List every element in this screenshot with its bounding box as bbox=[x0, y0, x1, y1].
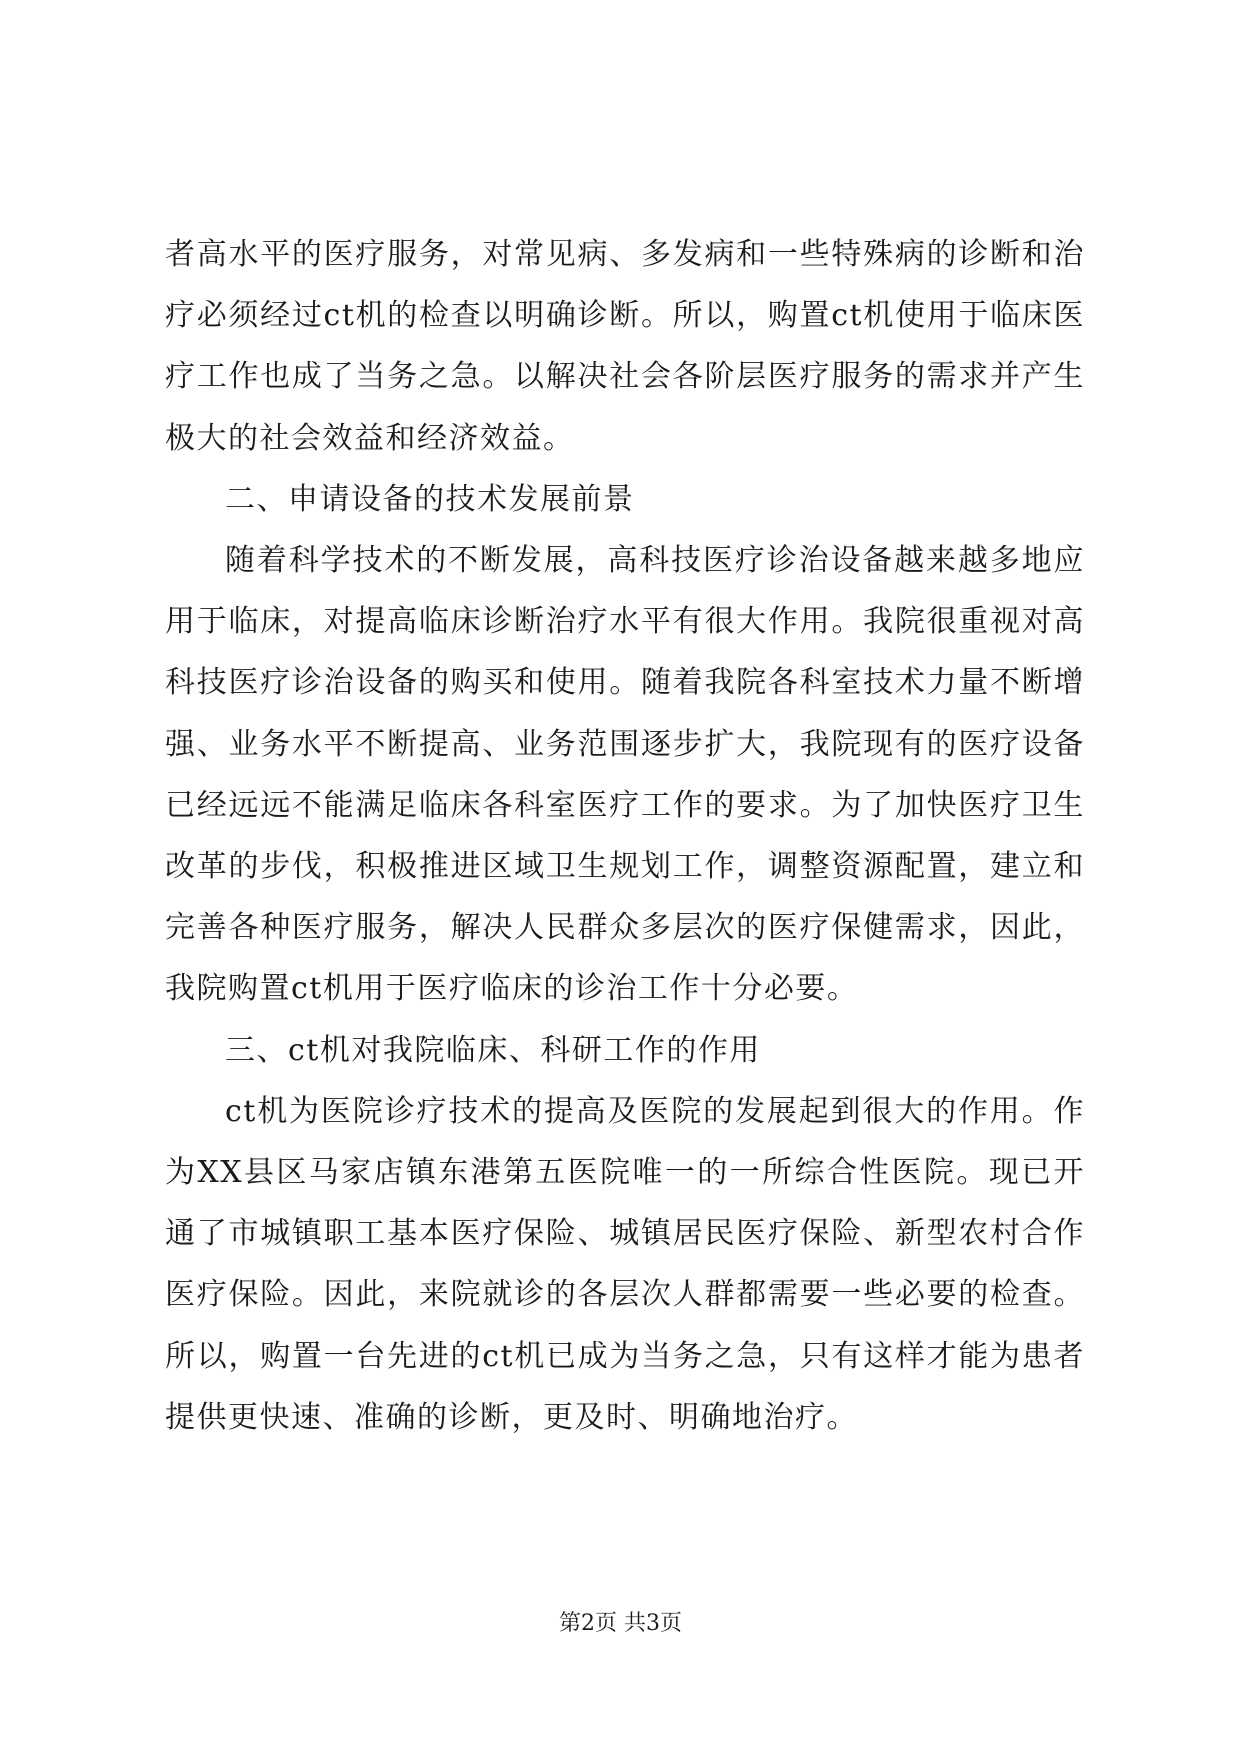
section-heading-3: 三、ct机对我院临床、科研工作的作用 bbox=[225, 1032, 761, 1068]
paragraph-intro-continued: 者高水平的医疗服务，对常见病、多发病和一些特殊病的诊断和治疗必须经过ct机的检查以明确诊断。所以，购置ct机使用于临床医疗工作也成了当务之急。以解决社会各阶层医疗服务的需求并产生极大的社会效益和经济效益。 bbox=[165, 237, 1085, 456]
section-heading-2: 二、申请设备的技术发展前景 bbox=[225, 481, 635, 517]
paragraph-ct-role: ct机为医院诊疗技术的提高及医院的发展起到很大的作用。作为XX县区马家店镇东港第五医院唯一的一所综合性医院。现已开通了市城镇职工基本医疗保险、城镇居民医疗保险、新型农村合作医疗保险。因此，来院就诊的各层次人群都需要一些必要的检查。所以，购置一台先进的ct机已成为当务之急，只有这样才能为患者提供更快速、准确的诊断，更及时、明确地治疗。 bbox=[165, 1093, 1085, 1435]
page-number-footer: 第2页 共3页 bbox=[559, 1611, 682, 1636]
paragraph-tech-prospects: 随着科学技术的不断发展，高科技医疗诊治设备越来越多地应用于临床，对提高临床诊断治疗水平有很大作用。我院很重视对高科技医疗诊治设备的购买和使用。随着我院各科室技术力量不断增强、业务水平不断提高、业务范围逐步扩大，我院现有的医疗设备已经远远不能满足临床各科室医疗工作的要求。为了加快医疗卫生改革的步伐，积极推进区域卫生规划工作，调整资源配置，建立和完善各种医疗服务，解决人民群众多层次的医疗保健需求，因此，我院购置ct机用于医疗临床的诊治工作十分必要。 bbox=[165, 543, 1085, 1007]
document-body bbox=[165, 224, 1085, 1448]
